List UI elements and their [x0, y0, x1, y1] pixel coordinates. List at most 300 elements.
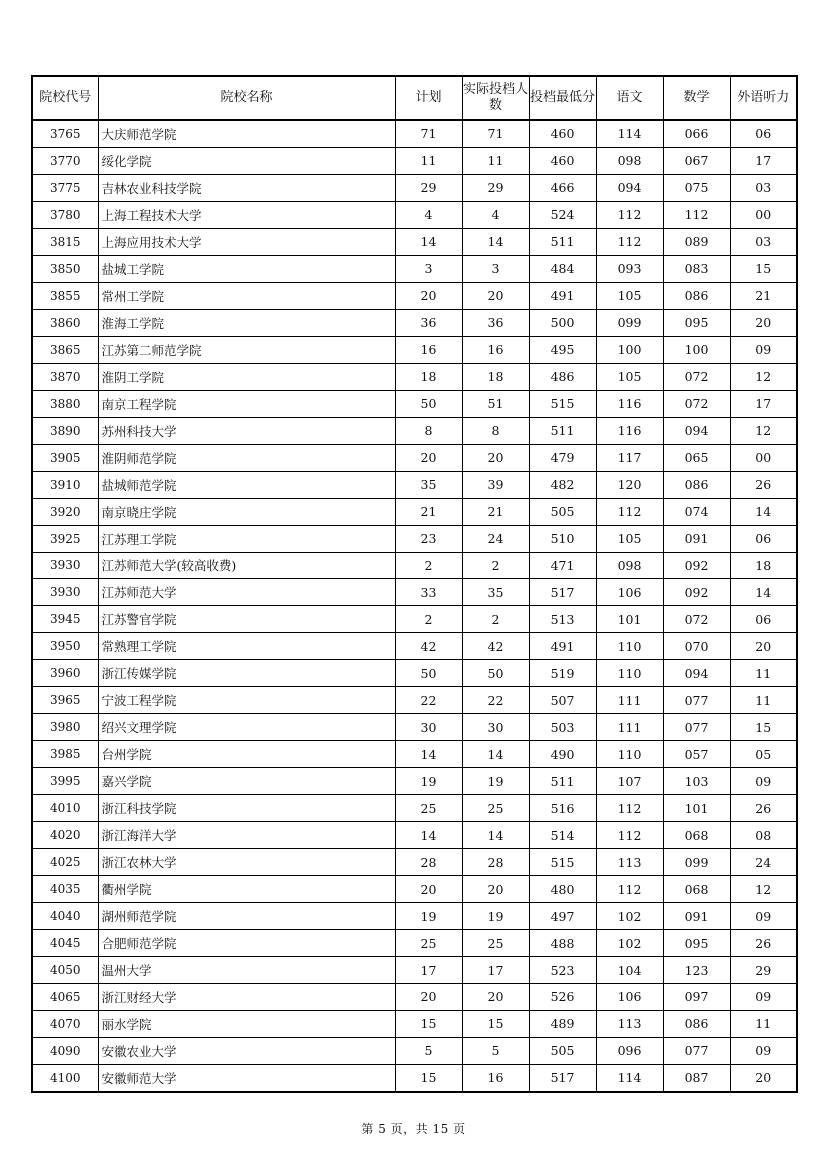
cell-code: 4070 [32, 1010, 98, 1037]
cell-code: 4035 [32, 876, 98, 903]
cell-math: 077 [663, 714, 730, 741]
cell-chinese: 112 [596, 201, 663, 228]
cell-min-score: 486 [529, 363, 596, 390]
cell-name: 苏州科技大学 [98, 417, 395, 444]
header-foreign: 外语听力 [730, 76, 797, 120]
cell-code: 4050 [32, 957, 98, 984]
cell-chinese: 112 [596, 822, 663, 849]
cell-math: 097 [663, 984, 730, 1011]
cell-plan: 21 [395, 498, 462, 525]
cell-plan: 20 [395, 282, 462, 309]
cell-min-score: 500 [529, 309, 596, 336]
cell-name: 安徽农业大学 [98, 1037, 395, 1064]
cell-actual: 30 [462, 714, 529, 741]
cell-chinese: 110 [596, 660, 663, 687]
header-math: 数学 [663, 76, 730, 120]
cell-chinese: 114 [596, 1064, 663, 1091]
table-row [32, 849, 797, 876]
cell-code: 4045 [32, 930, 98, 957]
cell-plan: 18 [395, 363, 462, 390]
cell-foreign: 24 [730, 849, 797, 876]
cell-math: 057 [663, 741, 730, 768]
cell-code: 3930 [32, 579, 98, 606]
cell-math: 065 [663, 444, 730, 471]
cell-plan: 16 [395, 336, 462, 363]
cell-min-score: 517 [529, 1064, 596, 1091]
cell-plan: 19 [395, 903, 462, 930]
cell-chinese: 102 [596, 903, 663, 930]
table-row [32, 525, 797, 552]
table-row [32, 390, 797, 417]
table-row [32, 309, 797, 336]
cell-code: 3870 [32, 363, 98, 390]
cell-chinese: 093 [596, 255, 663, 282]
cell-math: 068 [663, 876, 730, 903]
cell-code: 3860 [32, 309, 98, 336]
cell-actual: 8 [462, 417, 529, 444]
cell-chinese: 105 [596, 363, 663, 390]
cell-actual: 20 [462, 876, 529, 903]
cell-name: 淮阴师范学院 [98, 444, 395, 471]
cell-chinese: 113 [596, 849, 663, 876]
cell-min-score: 511 [529, 768, 596, 795]
cell-code: 3985 [32, 741, 98, 768]
cell-chinese: 107 [596, 768, 663, 795]
cell-plan: 71 [395, 120, 462, 147]
cell-math: 112 [663, 201, 730, 228]
table-row [32, 1064, 797, 1091]
cell-code: 3815 [32, 228, 98, 255]
cell-foreign: 11 [730, 660, 797, 687]
cell-chinese: 106 [596, 579, 663, 606]
cell-name: 绥化学院 [98, 147, 395, 174]
cell-foreign: 09 [730, 1037, 797, 1064]
table-row [32, 228, 797, 255]
cell-plan: 23 [395, 525, 462, 552]
cell-plan: 14 [395, 741, 462, 768]
cell-min-score: 523 [529, 957, 596, 984]
cell-chinese: 112 [596, 228, 663, 255]
cell-min-score: 480 [529, 876, 596, 903]
cell-plan: 36 [395, 309, 462, 336]
cell-math: 077 [663, 1037, 730, 1064]
cell-min-score: 484 [529, 255, 596, 282]
cell-code: 4065 [32, 984, 98, 1011]
cell-code: 3965 [32, 687, 98, 714]
table-row [32, 957, 797, 984]
cell-chinese: 114 [596, 120, 663, 147]
cell-chinese: 105 [596, 525, 663, 552]
cell-plan: 30 [395, 714, 462, 741]
table-row [32, 444, 797, 471]
cell-chinese: 094 [596, 174, 663, 201]
cell-foreign: 20 [730, 309, 797, 336]
header-code: 院校代号 [32, 76, 98, 120]
cell-chinese: 105 [596, 282, 663, 309]
cell-actual: 17 [462, 957, 529, 984]
cell-plan: 2 [395, 606, 462, 633]
cell-code: 3945 [32, 606, 98, 633]
cell-actual: 19 [462, 903, 529, 930]
cell-chinese: 098 [596, 552, 663, 579]
cell-min-score: 526 [529, 984, 596, 1011]
cell-code: 3765 [32, 120, 98, 147]
table-row [32, 741, 797, 768]
cell-code: 4100 [32, 1064, 98, 1091]
cell-actual: 14 [462, 228, 529, 255]
cell-min-score: 489 [529, 1010, 596, 1037]
cell-actual: 20 [462, 984, 529, 1011]
cell-plan: 50 [395, 660, 462, 687]
cell-code: 3865 [32, 336, 98, 363]
cell-actual: 25 [462, 930, 529, 957]
cell-actual: 28 [462, 849, 529, 876]
cell-name: 盐城工学院 [98, 255, 395, 282]
cell-name: 嘉兴学院 [98, 768, 395, 795]
cell-foreign: 00 [730, 444, 797, 471]
cell-code: 4025 [32, 849, 98, 876]
cell-min-score: 495 [529, 336, 596, 363]
cell-plan: 19 [395, 768, 462, 795]
cell-actual: 16 [462, 1064, 529, 1091]
table-row [32, 876, 797, 903]
cell-plan: 28 [395, 849, 462, 876]
cell-code: 3920 [32, 498, 98, 525]
cell-math: 099 [663, 849, 730, 876]
table-row [32, 579, 797, 606]
cell-min-score: 513 [529, 606, 596, 633]
cell-min-score: 516 [529, 795, 596, 822]
cell-plan: 11 [395, 147, 462, 174]
cell-actual: 18 [462, 363, 529, 390]
cell-plan: 20 [395, 444, 462, 471]
cell-actual: 19 [462, 768, 529, 795]
cell-code: 3880 [32, 390, 98, 417]
cell-min-score: 519 [529, 660, 596, 687]
cell-plan: 29 [395, 174, 462, 201]
cell-actual: 14 [462, 741, 529, 768]
cell-name: 江苏第二师范学院 [98, 336, 395, 363]
cell-actual: 20 [462, 282, 529, 309]
cell-name: 淮阴工学院 [98, 363, 395, 390]
cell-chinese: 113 [596, 1010, 663, 1037]
cell-name: 江苏师范大学 [98, 579, 395, 606]
table-body [32, 120, 797, 1092]
cell-code: 3780 [32, 201, 98, 228]
cell-name: 江苏警官学院 [98, 606, 395, 633]
cell-name: 上海工程技术大学 [98, 201, 395, 228]
cell-chinese: 117 [596, 444, 663, 471]
table-row [32, 687, 797, 714]
cell-foreign: 06 [730, 120, 797, 147]
cell-min-score: 515 [529, 390, 596, 417]
cell-math: 075 [663, 174, 730, 201]
cell-code: 3850 [32, 255, 98, 282]
cell-foreign: 06 [730, 525, 797, 552]
cell-foreign: 20 [730, 1064, 797, 1091]
cell-min-score: 490 [529, 741, 596, 768]
cell-math: 100 [663, 336, 730, 363]
cell-actual: 51 [462, 390, 529, 417]
table-row [32, 417, 797, 444]
table-row [32, 336, 797, 363]
cell-math: 072 [663, 390, 730, 417]
cell-name: 淮海工学院 [98, 309, 395, 336]
table-row [32, 822, 797, 849]
cell-foreign: 03 [730, 174, 797, 201]
cell-foreign: 21 [730, 282, 797, 309]
table-row [32, 471, 797, 498]
cell-name: 常熟理工学院 [98, 633, 395, 660]
table-row [32, 768, 797, 795]
cell-code: 3770 [32, 147, 98, 174]
cell-foreign: 09 [730, 984, 797, 1011]
cell-actual: 35 [462, 579, 529, 606]
table-row [32, 660, 797, 687]
cell-actual: 25 [462, 795, 529, 822]
cell-foreign: 12 [730, 417, 797, 444]
table-row [32, 930, 797, 957]
header-plan: 计划 [395, 76, 462, 120]
header-actual: 实际投档人数 [462, 76, 529, 120]
table-row [32, 633, 797, 660]
cell-foreign: 05 [730, 741, 797, 768]
cell-actual: 15 [462, 1010, 529, 1037]
cell-math: 072 [663, 363, 730, 390]
cell-name: 浙江财经大学 [98, 984, 395, 1011]
cell-code: 3925 [32, 525, 98, 552]
cell-code: 4010 [32, 795, 98, 822]
cell-foreign: 26 [730, 471, 797, 498]
cell-actual: 39 [462, 471, 529, 498]
cell-math: 094 [663, 660, 730, 687]
cell-math: 092 [663, 552, 730, 579]
cell-name: 江苏师范大学(较高收费) [98, 552, 395, 579]
cell-chinese: 098 [596, 147, 663, 174]
cell-name: 丽水学院 [98, 1010, 395, 1037]
cell-chinese: 099 [596, 309, 663, 336]
cell-foreign: 06 [730, 606, 797, 633]
cell-name: 安徽师范大学 [98, 1064, 395, 1091]
cell-chinese: 106 [596, 984, 663, 1011]
cell-name: 浙江农林大学 [98, 849, 395, 876]
header-name: 院校名称 [98, 76, 395, 120]
cell-plan: 35 [395, 471, 462, 498]
cell-name: 合肥师范学院 [98, 930, 395, 957]
cell-foreign: 20 [730, 633, 797, 660]
cell-code: 4040 [32, 903, 98, 930]
cell-plan: 14 [395, 822, 462, 849]
cell-actual: 16 [462, 336, 529, 363]
cell-foreign: 12 [730, 363, 797, 390]
cell-chinese: 116 [596, 417, 663, 444]
cell-math: 083 [663, 255, 730, 282]
cell-actual: 42 [462, 633, 529, 660]
cell-foreign: 00 [730, 201, 797, 228]
cell-math: 086 [663, 1010, 730, 1037]
cell-plan: 15 [395, 1064, 462, 1091]
table-row [32, 984, 797, 1011]
table-row [32, 363, 797, 390]
table-row [32, 498, 797, 525]
table-header [32, 76, 797, 120]
cell-actual: 71 [462, 120, 529, 147]
cell-plan: 17 [395, 957, 462, 984]
cell-name: 上海应用技术大学 [98, 228, 395, 255]
cell-min-score: 503 [529, 714, 596, 741]
table-row [32, 552, 797, 579]
cell-chinese: 116 [596, 390, 663, 417]
cell-math: 086 [663, 282, 730, 309]
cell-chinese: 110 [596, 633, 663, 660]
table-row [32, 714, 797, 741]
cell-math: 066 [663, 120, 730, 147]
cell-plan: 5 [395, 1037, 462, 1064]
cell-actual: 3 [462, 255, 529, 282]
cell-name: 浙江海洋大学 [98, 822, 395, 849]
cell-foreign: 09 [730, 336, 797, 363]
cell-chinese: 101 [596, 606, 663, 633]
page-footer: 第 5 页，共 15 页 [361, 1122, 466, 1136]
cell-name: 温州大学 [98, 957, 395, 984]
cell-plan: 15 [395, 1010, 462, 1037]
cell-chinese: 096 [596, 1037, 663, 1064]
cell-foreign: 18 [730, 552, 797, 579]
cell-actual: 4 [462, 201, 529, 228]
cell-actual: 29 [462, 174, 529, 201]
cell-min-score: 471 [529, 552, 596, 579]
cell-chinese: 112 [596, 795, 663, 822]
cell-math: 091 [663, 903, 730, 930]
cell-foreign: 14 [730, 498, 797, 525]
cell-min-score: 524 [529, 201, 596, 228]
cell-plan: 14 [395, 228, 462, 255]
cell-name: 浙江科技学院 [98, 795, 395, 822]
cell-chinese: 104 [596, 957, 663, 984]
cell-min-score: 511 [529, 417, 596, 444]
cell-math: 077 [663, 687, 730, 714]
table-row [32, 120, 797, 147]
cell-name: 浙江传媒学院 [98, 660, 395, 687]
cell-foreign: 29 [730, 957, 797, 984]
cell-plan: 2 [395, 552, 462, 579]
cell-foreign: 12 [730, 876, 797, 903]
cell-code: 3905 [32, 444, 98, 471]
cell-actual: 14 [462, 822, 529, 849]
cell-math: 094 [663, 417, 730, 444]
cell-code: 3980 [32, 714, 98, 741]
table-row [32, 282, 797, 309]
cell-foreign: 03 [730, 228, 797, 255]
cell-min-score: 491 [529, 633, 596, 660]
cell-name: 大庆师范学院 [98, 120, 395, 147]
cell-math: 086 [663, 471, 730, 498]
cell-code: 3910 [32, 471, 98, 498]
cell-code: 3930 [32, 552, 98, 579]
cell-min-score: 511 [529, 228, 596, 255]
cell-plan: 20 [395, 876, 462, 903]
cell-code: 3855 [32, 282, 98, 309]
table-row [32, 795, 797, 822]
cell-min-score: 505 [529, 1037, 596, 1064]
cell-min-score: 479 [529, 444, 596, 471]
cell-math: 072 [663, 606, 730, 633]
cell-actual: 36 [462, 309, 529, 336]
cell-foreign: 26 [730, 795, 797, 822]
cell-chinese: 112 [596, 498, 663, 525]
table-row [32, 1010, 797, 1037]
cell-foreign: 26 [730, 930, 797, 957]
cell-actual: 20 [462, 444, 529, 471]
cell-plan: 20 [395, 984, 462, 1011]
cell-name: 南京工程学院 [98, 390, 395, 417]
cell-math: 074 [663, 498, 730, 525]
cell-chinese: 110 [596, 741, 663, 768]
cell-chinese: 111 [596, 687, 663, 714]
table-row [32, 147, 797, 174]
cell-chinese: 102 [596, 930, 663, 957]
cell-math: 123 [663, 957, 730, 984]
cell-math: 070 [663, 633, 730, 660]
cell-name: 衢州学院 [98, 876, 395, 903]
cell-code: 3995 [32, 768, 98, 795]
cell-plan: 25 [395, 930, 462, 957]
table-row [32, 1037, 797, 1064]
table-row [32, 903, 797, 930]
cell-name: 南京晓庄学院 [98, 498, 395, 525]
cell-math: 095 [663, 309, 730, 336]
cell-chinese: 111 [596, 714, 663, 741]
cell-code: 3950 [32, 633, 98, 660]
table-row [32, 606, 797, 633]
cell-min-score: 515 [529, 849, 596, 876]
cell-math: 091 [663, 525, 730, 552]
cell-math: 067 [663, 147, 730, 174]
header-chinese: 语文 [596, 76, 663, 120]
table-row [32, 174, 797, 201]
cell-math: 087 [663, 1064, 730, 1091]
cell-foreign: 15 [730, 714, 797, 741]
cell-min-score: 517 [529, 579, 596, 606]
cell-plan: 25 [395, 795, 462, 822]
cell-actual: 22 [462, 687, 529, 714]
cell-min-score: 514 [529, 822, 596, 849]
cell-min-score: 497 [529, 903, 596, 930]
cell-foreign: 08 [730, 822, 797, 849]
table-row [32, 201, 797, 228]
cell-foreign: 09 [730, 768, 797, 795]
cell-foreign: 14 [730, 579, 797, 606]
cell-chinese: 112 [596, 876, 663, 903]
table-row [32, 255, 797, 282]
cell-min-score: 466 [529, 174, 596, 201]
cell-min-score: 507 [529, 687, 596, 714]
cell-math: 089 [663, 228, 730, 255]
cell-foreign: 09 [730, 903, 797, 930]
cell-plan: 50 [395, 390, 462, 417]
cell-math: 101 [663, 795, 730, 822]
cell-code: 3890 [32, 417, 98, 444]
cell-min-score: 510 [529, 525, 596, 552]
cell-plan: 42 [395, 633, 462, 660]
cell-min-score: 482 [529, 471, 596, 498]
cell-foreign: 17 [730, 147, 797, 174]
cell-plan: 4 [395, 201, 462, 228]
cell-name: 宁波工程学院 [98, 687, 395, 714]
cell-actual: 11 [462, 147, 529, 174]
cell-chinese: 120 [596, 471, 663, 498]
admission-table [31, 75, 798, 1093]
